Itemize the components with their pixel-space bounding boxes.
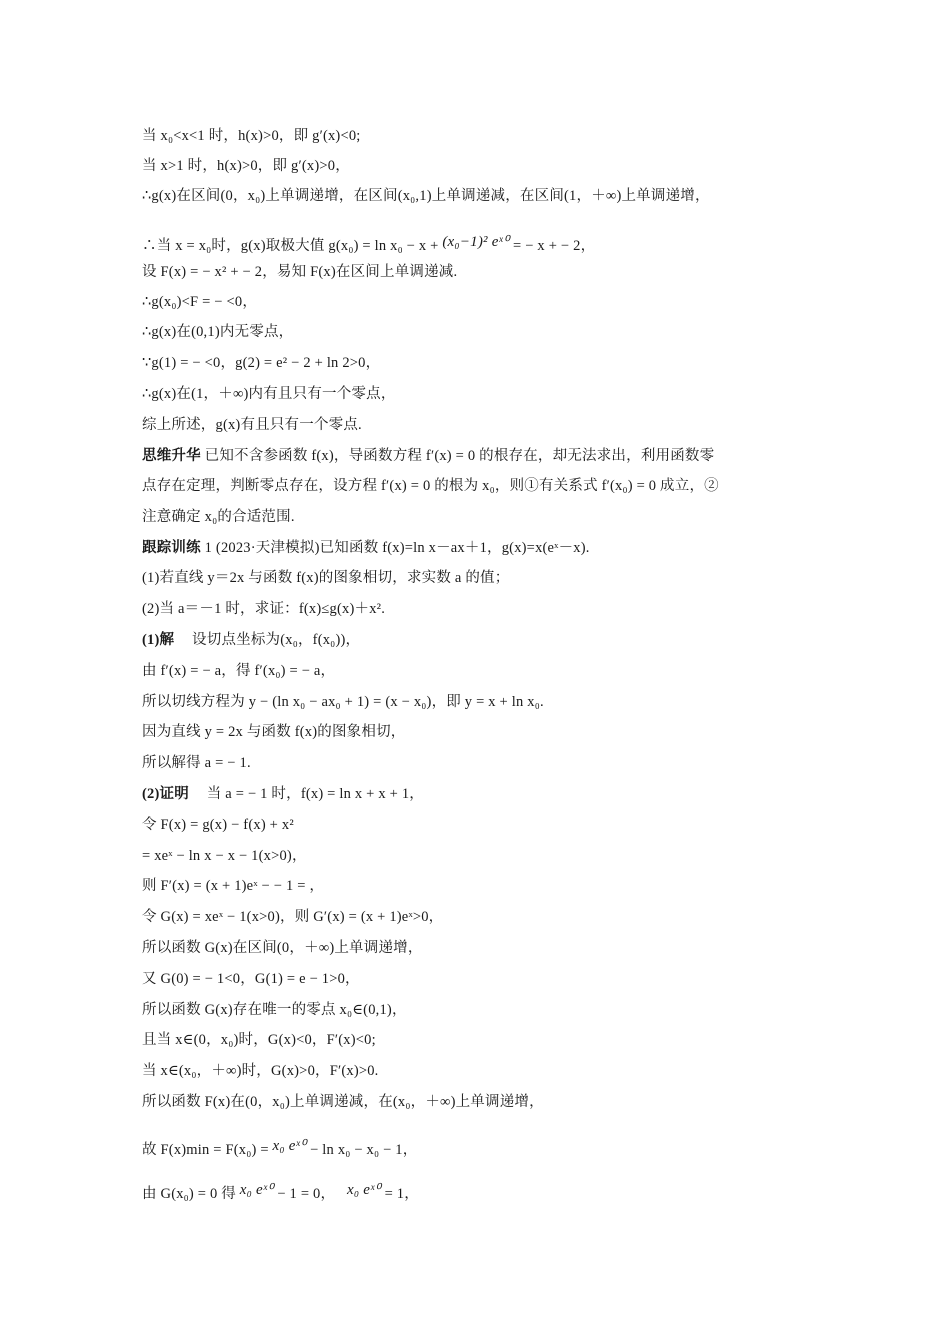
text-segment: 已知不含参函数 f(x)，导函数方程 f′(x) = 0 的根存在，却无法求出，利用函数零 (204, 448, 715, 464)
text-segment: 由 G(x₀) = 0 得 (142, 1186, 236, 1202)
text-line-final (142, 1180, 830, 1204)
text-line: (2)当 a＝－1 时，求证：f(x)≤g(x)＋x². (142, 601, 386, 617)
text-segment: 当 a = − 1 时，f(x) = ln x + x + 1， (206, 786, 424, 802)
text-line-min-value (142, 1136, 830, 1160)
text-line: 所以切线方程为 y − (ln x₀ − ax₀ + 1) = (x − x₀)，即 y = x + ln x₀. (142, 694, 544, 710)
solution-line (142, 630, 830, 650)
text-line: ∵g(1) = − <0，g(2) = e² − 2 + ln 2>0， (142, 355, 381, 371)
text-segment: ∴当 x = x₀时，g(x)取极大值 g(x₀) = ln x₀ − x + (142, 238, 439, 254)
text-line: 由 f′(x) = − a，得 f′(x₀) = − a， (142, 663, 336, 679)
text-line: 所以解得 a = − 1. (142, 755, 251, 771)
text-segment: − ln x₀ − x₀ − 1， (310, 1142, 418, 1158)
text-line: ∴g(x)在(1，＋∞)内有且只有一个零点， (142, 386, 396, 402)
text-line: ∴g(x₀)<F = − <0， (142, 294, 258, 310)
text-line: 令 G(x) = xeˣ − 1(x>0)，则 G′(x) = (x + 1)eˣ>0， (142, 909, 444, 925)
text-line: 所以函数 G(x)存在唯一的零点 x₀∈(0,1)， (142, 1002, 407, 1018)
text-line: 所以函数 F(x)在(0，x₀)上单调递减，在(x₀，＋∞)上单调递增， (142, 1094, 544, 1110)
text-line: 所以函数 G(x)在区间(0，＋∞)上单调递增， (142, 940, 423, 956)
text-segment: 设切点坐标为(x₀，f(x₀))， (192, 632, 361, 648)
text-line: 综上所述，g(x)有且只有一个零点. (142, 417, 362, 433)
text-line: 当 x₀<x<1 时，h(x)>0，即 g′(x)<0; (142, 128, 361, 144)
text-line: 当 x>1 时，h(x)>0，即 g′(x)>0， (142, 158, 350, 174)
math-expression: x₀ eˣ⁰ (239, 1182, 274, 1198)
text-line: 注意确定 x₀的合适范围. (142, 509, 295, 525)
section-heading: 思维升华 (142, 448, 201, 464)
text-line-max-value (142, 232, 830, 256)
summary-line (142, 446, 830, 466)
text-line: (1)若直线 y＝2x 与函数 f(x)的图象相切，求实数 a 的值； (142, 570, 510, 586)
text-line: 又 G(0) = − 1<0，G(1) = e − 1>0， (142, 971, 360, 987)
text-line: 当 x∈(x₀，＋∞)时，G(x)>0，F′(x)>0. (142, 1063, 379, 1079)
text-line: ∴g(x)在(0,1)内无零点， (142, 324, 294, 340)
text-line: 因为直线 y = 2x 与函数 f(x)的图象相切， (142, 724, 406, 740)
text-segment: − 1 = 0， (277, 1186, 336, 1202)
text-line: 令 F(x) = g(x) − f(x) + x² (142, 817, 294, 833)
proof-line (142, 784, 830, 804)
math-expression: x₀ eˣ⁰ (347, 1182, 381, 1198)
section-heading: (1)解 (142, 632, 175, 648)
exercise-line (142, 538, 830, 558)
math-expression: (x₀−1)² eˣ⁰ (442, 234, 510, 250)
section-heading: 跟踪训练 (142, 540, 201, 556)
math-expression: x₀ eˣ⁰ (272, 1138, 307, 1154)
text-line: 且当 x∈(0，x₀)时，G(x)<0，F′(x)<0; (142, 1032, 376, 1048)
text-line: 设 F(x) = − x² + − 2，易知 F(x)在区间上单调递减. (142, 264, 458, 280)
text-segment: 故 F(x)min = F(x₀) = (142, 1142, 269, 1158)
text-line: = xeˣ − ln x − x − 1(x>0)， (142, 848, 307, 864)
text-line: 点存在定理，判断零点存在，设方程 f′(x) = 0 的根为 x₀，则①有关系式 f′(x₀) = 0 成立，② (142, 478, 719, 494)
text-segment: = − x + − 2， (513, 238, 596, 254)
text-segment: = 1， (384, 1186, 419, 1202)
text-line: ∴g(x)在区间(0，x₀)上单调递增，在区间(x₀,1)上单调递减，在区间(1，＋∞)上单调递增， (142, 188, 710, 204)
section-heading: (2)证明 (142, 786, 189, 802)
text-line: 则 F′(x) = (x + 1)eˣ − − 1 = ， (142, 878, 325, 894)
text-segment: 1 (2023·天津模拟)已知函数 f(x)=ln x－ax＋1，g(x)=x(eˣ－x). (204, 540, 590, 556)
